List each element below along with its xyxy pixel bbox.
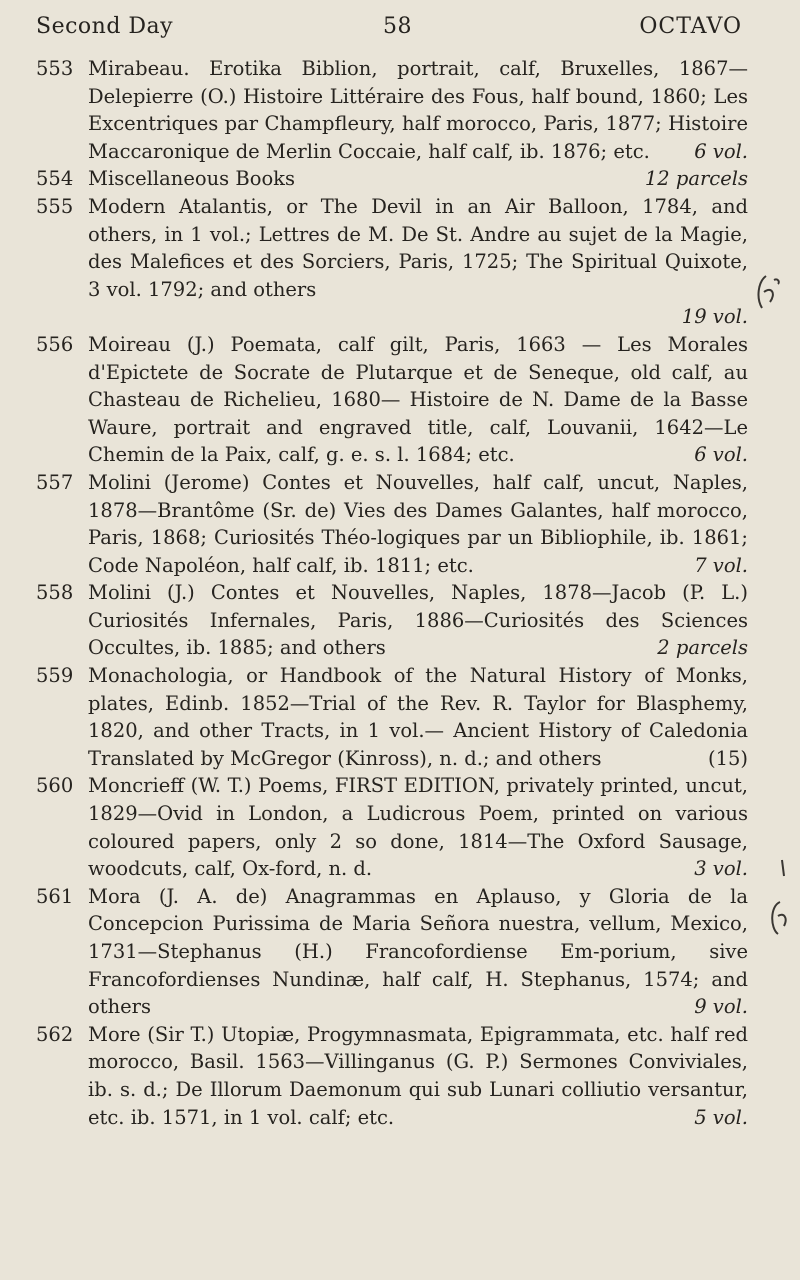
lot-quantity: 7 vol.	[694, 553, 748, 577]
lot-description: Mirabeau. Erotika Biblion, portrait, calf, Bruxelles, 1867—Delepierre (O.) Histoire Littéraire des Fous, half bound, 1860; Les Excentriques par Champfleury, half morocco, Paris, 1877; Histoire Maccaronique de Merlin Coccaie, half calf, ib. 1876; etc.	[88, 57, 748, 163]
lot-entry	[36, 662, 748, 772]
lot-quantity: (15)	[707, 746, 748, 770]
lot-quantity: 3 vol.	[694, 857, 748, 881]
lot-description: Mora (J. A. de) Anagrammas en Aplauso, y Gloria de la Concepcion Purissima de Maria Señora nuestra, vellum, Mexico, 1731—Stephanus (H.) Francofordiense Em-porium, sive Francofordienses Nundinæ, half calf, H. Stephanus, 1574; and others	[88, 884, 748, 1019]
lot-number: 556	[36, 332, 74, 356]
lot-entry	[36, 1021, 748, 1131]
lot-number: 560	[36, 774, 74, 798]
header-format: OCTAVO	[639, 14, 742, 39]
lot-list	[36, 55, 748, 1131]
margin-pencil-mark	[764, 856, 792, 946]
lot-entry	[36, 55, 748, 165]
lot-entry	[36, 165, 748, 193]
lot-description: Moncrieff (W. T.) Poems, FIRST EDITION, privately printed, uncut, 1829—Ovid in London, a Ludicrous Poem, printed on various coloured papers, only 2 so done, 1814—The Oxford Sausage, woodcuts, calf, Ox-ford, n. d.	[88, 774, 748, 881]
lot-quantity: 12 parcels	[644, 167, 748, 191]
lot-entry	[36, 579, 748, 662]
lot-number: 562	[36, 1022, 74, 1046]
lot-description: Modern Atalantis, or The Devil in an Air Balloon, 1784, and others, in 1 vol.; Lettres de M. De St. Andre au sujet de la Magie, des Malefices et des Sorciers, Paris, 1725; The Spiritual Quixote, 3 vol. 1792; and others	[88, 194, 748, 301]
page-header	[36, 14, 742, 44]
lot-entry	[36, 469, 748, 579]
lot-number: 557	[36, 470, 74, 494]
lot-description: More (Sir T.) Utopiæ, Progymnasmata, Epigrammata, etc. half red morocco, Basil. 1563—Villinganus (G. P.) Sermones Conviviales, ib. s. d.; De Illorum Daemonum qui sub Lunari colliutio versantur, etc. ib. 1571, in 1 vol. calf; etc.	[88, 1022, 748, 1129]
lot-description: Molini (Jerome) Contes et Nouvelles, half calf, uncut, Naples, 1878—Brantôme (Sr. de) Vies des Dames Galantes, half morocco, Paris, 1868; Curiosités Théo-logiques par un Bibliophile, ib. 1861; Code Napoléon, half calf, ib. 1811; etc.	[88, 470, 748, 577]
lot-number: 558	[36, 581, 74, 605]
page-number: 58	[383, 14, 412, 39]
lot-description: Miscellaneous Books	[88, 167, 296, 191]
lot-quantity: 6 vol.	[694, 443, 748, 467]
lot-number: 553	[36, 57, 74, 80]
lot-quantity: 6 vol.	[694, 139, 748, 163]
lot-quantity: 9 vol.	[694, 995, 748, 1019]
lot-description: Molini (J.) Contes et Nouvelles, Naples, 1878—Jacob (P. L.) Curiosités Infernales, Paris, 1886—Curiosités des Sciences Occultes, ib. 1885; and others	[88, 581, 748, 660]
header-day: Second Day	[36, 14, 174, 39]
lot-description: Moireau (J.) Poemata, calf gilt, Paris, 1663 — Les Morales d'Epictete de Socrate de Plutarque et de Seneque, old calf, au Chasteau de Richelieu, 1680— Histoire de N. Dame de la Basse Waure, portrait and engraved title, calf, Louvanii, 1642—Le Chemin de la Paix, calf, g. e. s. l. 1684; etc.	[88, 332, 748, 467]
lot-entry	[36, 883, 748, 1021]
lot-number: 559	[36, 664, 74, 688]
lot-quantity: 5 vol.	[694, 1105, 748, 1129]
lot-number: 561	[36, 884, 74, 908]
lot-quantity: 19 vol.	[681, 305, 748, 329]
lot-quantity: 2 parcels	[657, 636, 748, 660]
lot-entry	[36, 772, 748, 882]
lot-number: 554	[36, 167, 74, 191]
lot-entry	[36, 193, 748, 331]
lot-number: 555	[36, 194, 74, 218]
lot-entry	[36, 331, 748, 469]
margin-pencil-mark	[752, 272, 784, 316]
lot-description: Monachologia, or Handbook of the Natural History of Monks, plates, Edinb. 1852—Trial of the Rev. R. Taylor for Blasphemy, 1820, and other Tracts, in 1 vol.— Ancient History of Caledonia Translated by McGregor (Kinross), n. d.; and others	[88, 664, 748, 770]
